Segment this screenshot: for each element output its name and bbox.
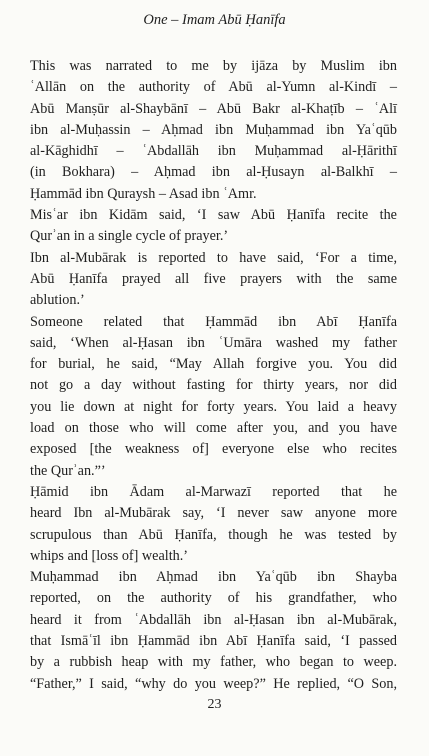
- text-line: Ḥāmid ibn Ādam al-Marwazī reported that he: [30, 483, 397, 500]
- text-line: by a rubbish heap with my father, who began to weep.: [30, 654, 397, 671]
- text-line: reported, on the authority of his grandfather, who: [30, 590, 397, 607]
- text-line: al-Kāghidhī – ʿAbdallāh ibn Muḥammad al-Ḥārithī: [30, 143, 397, 160]
- paragraph-hammad: [30, 312, 397, 482]
- text-line: ablution.’: [30, 292, 85, 309]
- text-line: load on those who will come after you, and you have: [30, 420, 397, 437]
- text-line: heard Ibn al-Mubārak say, ‘I never saw anyone more: [30, 505, 397, 522]
- paragraph-hamid: [30, 482, 397, 567]
- text-line: Ibn al-Mubārak is reported to have said, ‘For a time,: [30, 249, 397, 266]
- text-line: “Father,” I said, “why do you weep?” He replied, “O Son,: [30, 675, 397, 692]
- text-line: the Qurʾan.”’: [30, 462, 106, 479]
- text-line: Abū Ḥanīfa prayed all five prayers with the same: [30, 270, 397, 287]
- text-line: you lie down at night for forty years. You laid a heavy: [30, 398, 397, 415]
- running-head: One – Imam Abū Ḥanīfa: [143, 12, 286, 28]
- text-line: whips and [loss of] wealth.’: [30, 547, 189, 564]
- page-number: 23: [207, 697, 222, 712]
- text-line: (in Bokhara) – Aḥmad ibn al-Ḥusayn al-Balkhī –: [30, 164, 397, 181]
- text-line: said, ‘When al-Ḥasan ibn ʿUmāra washed my father: [30, 334, 397, 351]
- paragraph-muhammad: [30, 567, 397, 695]
- text-line: This was narrated to me by ijāza by Muslim ibn: [30, 58, 397, 74]
- text-line: ibn al-Muḥassin – Aḥmad ibn Muḥammad ibn Yaʿqūb: [30, 121, 397, 138]
- text-line: not go a day without fasting for thirty years, nor did: [30, 377, 397, 394]
- text-line: Muḥammad ibn Aḥmad ibn Yaʿqūb ibn Shayba: [30, 569, 397, 586]
- text-line: heard it from ʿAbdallāh ibn al-Ḥasan ibn al-Mubārak,: [30, 611, 397, 628]
- text-line: for burial, he said, “May Allah forgive you. You did: [30, 356, 397, 373]
- text-line: Someone related that Ḥammād ibn Abī Ḥanīfa: [30, 313, 397, 330]
- text-line: Qurʾan in a single cycle of prayer.’: [30, 228, 229, 245]
- text-line: Misʿar ibn Kidām said, ‘I saw Abū Ḥanīfa recite the: [30, 207, 397, 224]
- text-line: exposed [the weakness of] everyone else who recites: [30, 441, 397, 458]
- paragraph-misar: [30, 205, 397, 248]
- text-line: that Ismāʿīl ibn Ḥammād ibn Abī Ḥanīfa said, ‘I passed: [30, 633, 397, 650]
- paragraph-ibn-al-mubarak: [30, 248, 397, 312]
- text-line: ʿAllān on the authority of Abū al-Yumn al-Kindī –: [30, 79, 397, 96]
- text-line: Abū Manṣūr al-Shaybānī – Abū Bakr al-Khaṭīb – ʿAlī: [30, 100, 397, 117]
- text-line: Ḥammād ibn Quraysh – Asad ibn ʿAmr.: [30, 185, 257, 202]
- paragraph-isnad: [30, 56, 397, 205]
- body-text: [30, 56, 397, 695]
- text-line: scrupulous than Abū Ḥanīfa, though he was tested by: [30, 526, 397, 543]
